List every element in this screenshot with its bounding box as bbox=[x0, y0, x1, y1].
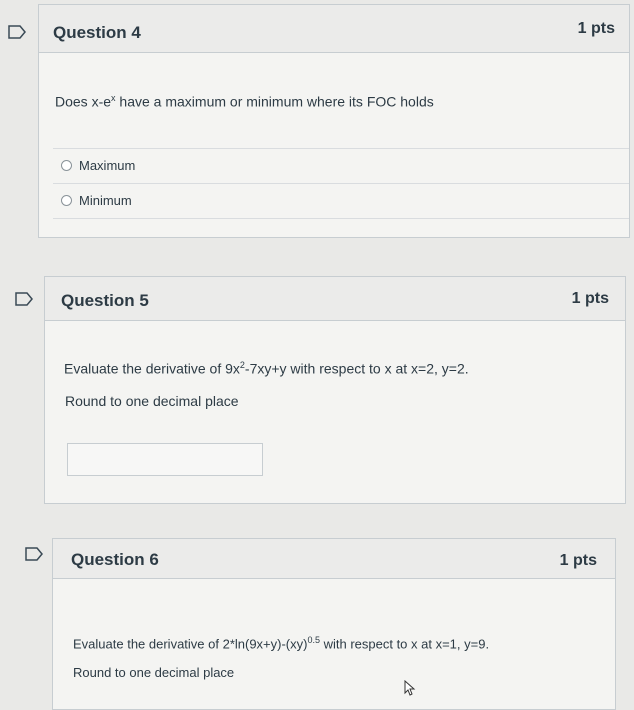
question-prompt: Evaluate the derivative of $9x^2-7xy+y$ with respect to x at x=2, y=2. bbox=[64, 360, 469, 377]
question-card bbox=[44, 276, 626, 504]
radio-icon[interactable] bbox=[61, 195, 72, 206]
question-header bbox=[45, 277, 625, 321]
answer-input[interactable] bbox=[67, 443, 263, 476]
answer-option-maximum[interactable] bbox=[53, 148, 629, 183]
mouse-cursor-icon bbox=[404, 680, 416, 701]
bookmark-icon[interactable] bbox=[25, 547, 43, 561]
answer-option-minimum[interactable] bbox=[53, 183, 629, 219]
question-points: 1 pts bbox=[571, 290, 609, 307]
question-prompt: Does $x-e^x$ have a maximum or minimum where its FOC holds bbox=[55, 93, 434, 110]
question-points: 1 pts bbox=[577, 20, 615, 37]
question-title: Question 6 bbox=[71, 550, 159, 569]
bookmark-icon[interactable] bbox=[15, 292, 33, 306]
answer-label[interactable]: Maximum bbox=[79, 158, 136, 173]
question-instruction: Round to one decimal place bbox=[73, 665, 235, 680]
question-prompt: Evaluate the derivative of 2*ln(9x+y)-(xy)$^{0.5}$ with respect to x at x=1, y=9. bbox=[73, 635, 490, 652]
question-header bbox=[53, 539, 615, 579]
question-instruction: Round to one decimal place bbox=[65, 393, 239, 409]
question-header bbox=[39, 5, 629, 53]
question-title: Question 4 bbox=[53, 23, 141, 42]
radio-icon[interactable] bbox=[61, 160, 72, 171]
question-points: 1 pts bbox=[559, 552, 597, 569]
answer-label[interactable]: Minimum bbox=[79, 193, 132, 208]
answer-list bbox=[39, 148, 629, 218]
question-card bbox=[38, 4, 630, 238]
question-card bbox=[52, 538, 616, 710]
bookmark-icon[interactable] bbox=[8, 25, 26, 39]
question-title: Question 5 bbox=[61, 291, 149, 310]
